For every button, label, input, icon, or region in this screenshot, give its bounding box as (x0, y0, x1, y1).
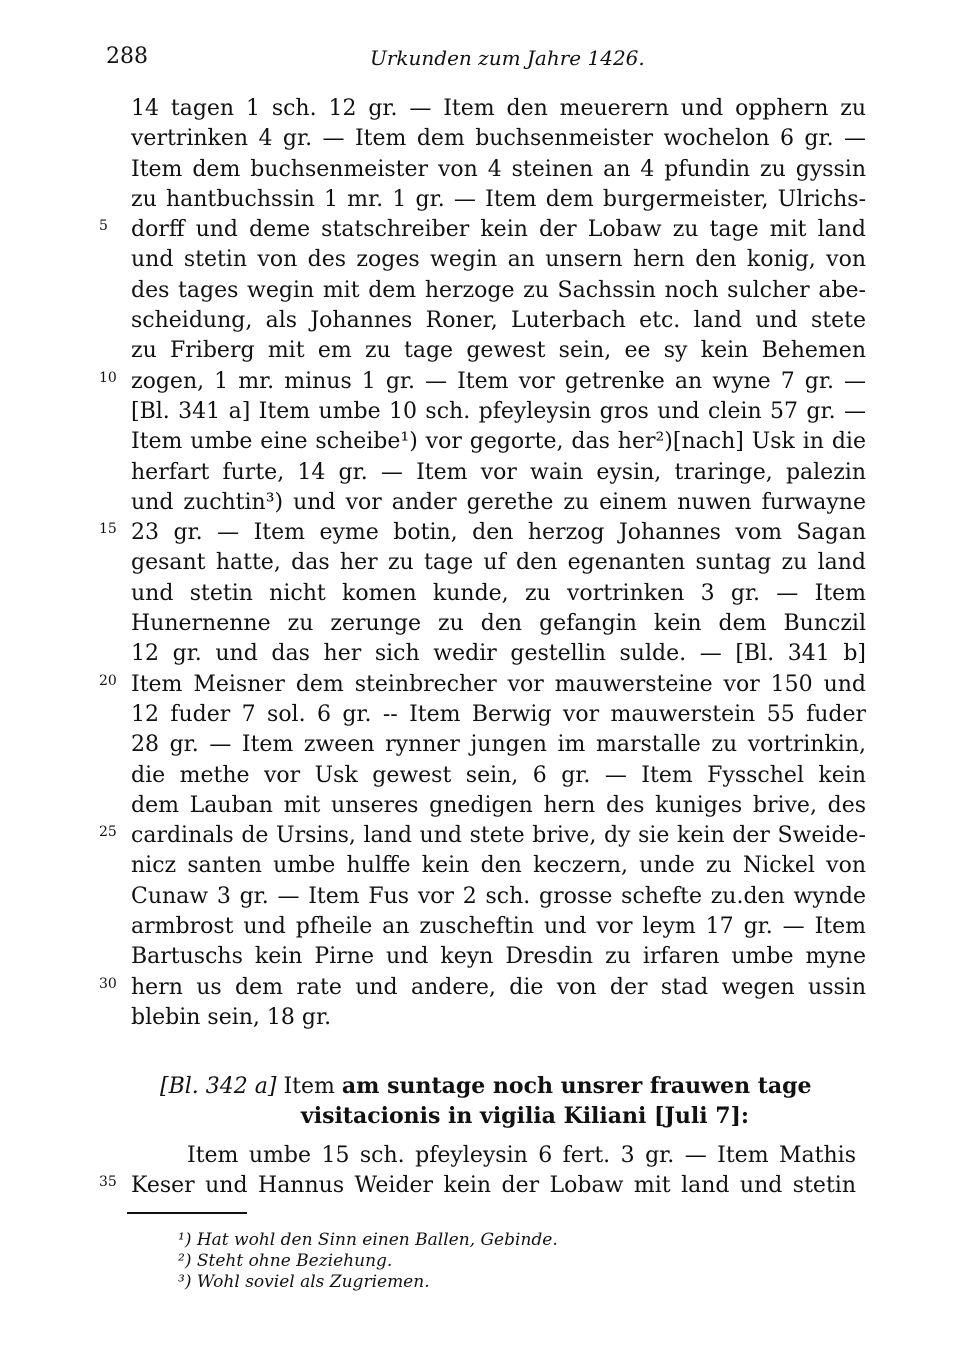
line-text: Item umbe eine scheibe¹) vor gegorte, das her²)[nach] Usk in die (131, 429, 866, 455)
text-line (131, 1003, 866, 1033)
text-line (99, 670, 866, 700)
line-text: gesant hatte, das her zu tage uf den egenanten suntag zu land (131, 550, 866, 576)
text-line (131, 427, 866, 457)
text-line (131, 791, 866, 821)
line-text: Hunernenne zu zerunge zu den gefangin kein dem Bunczil (131, 611, 866, 637)
line-text: die methe vor Usk gewest sein, 6 gr. — Item Fysschel kein (131, 762, 866, 788)
footnote: ²) Steht ohne Beziehung. (178, 1251, 393, 1271)
page-number: 288 (106, 44, 148, 69)
text-line (131, 488, 866, 518)
footnote: ³) Wohl soviel als Zugriemen. (178, 1272, 430, 1292)
text-line (99, 215, 866, 245)
line-text: herfart furte, 14 gr. — Item vor wain eysin, traringe, palezin (131, 459, 866, 485)
line-number: 15 (99, 521, 117, 538)
folio-reference: [Bl. 342 a] (160, 1074, 277, 1099)
text-line (131, 639, 866, 669)
text-line (131, 245, 866, 275)
text-line (131, 306, 866, 336)
line-number: 5 (99, 218, 108, 235)
text-line (131, 185, 866, 215)
main-text (99, 94, 866, 1033)
line-text: 28 gr. — Item zween rynner jungen im marstalle zu vortrinkin, (131, 732, 866, 758)
line-text: armbrost und pfheile an zuscheftin und vor leym 17 gr. — Item (131, 914, 866, 940)
running-title: Urkunden zum Jahre 1426. (370, 46, 645, 70)
line-text: 14 tagen 1 sch. 12 gr. — Item den meuerern und opphern zu (131, 96, 866, 121)
text-line (131, 609, 866, 639)
line-number: 25 (99, 824, 117, 841)
text-line (131, 276, 866, 306)
line-number: 35 (99, 1174, 117, 1191)
line-text: vertrinken 4 gr. — Item dem buchsenmeister wochelon 6 gr. — (131, 126, 866, 152)
footnote: ¹) Hat wohl den Sinn einen Ballen, Gebinde. (178, 1230, 558, 1250)
text-line (131, 882, 866, 912)
text-line (131, 942, 866, 972)
line-text: und stetin von des zoges wegin an unsern hern den konig, von (131, 247, 866, 273)
text-line (131, 1141, 856, 1171)
line-text: blebin sein, 18 gr. (131, 1004, 332, 1030)
text-line (99, 821, 866, 851)
line-text: nicz santen umbe hulffe kein den keczern, unde zu Nickel von (131, 853, 866, 879)
text-line (131, 700, 866, 730)
line-text: Item Meisner dem steinbrecher vor mauwersteine vor 150 und (131, 671, 866, 697)
text-line (99, 1171, 856, 1201)
text-line (131, 579, 866, 609)
text-line (131, 912, 866, 942)
section-heading (160, 1071, 860, 1131)
line-text: 12 fuder 7 sol. 6 gr. -- Item Berwig vor mauwerstein 55 fuder (131, 701, 866, 727)
text-line (99, 518, 866, 548)
line-text: dem Lauban mit unseres gnedigen hern des kuniges brive, des (131, 792, 866, 818)
line-number: 20 (99, 672, 117, 689)
heading-line-2 (160, 1101, 860, 1131)
line-text: dorff und deme statschreiber kein der Lobaw zu tage mit land (131, 217, 866, 243)
text-line (131, 548, 866, 578)
text-line (99, 973, 866, 1003)
line-text: Keser und Hannus Weider kein der Lobaw mit land und stetin (131, 1173, 856, 1199)
text-line (131, 397, 866, 427)
line-text: 12 gr. und das her sich wedir gestellin sulde. — [Bl. 341 b] (131, 641, 866, 667)
line-text: zogen, 1 mr. minus 1 gr. — Item vor getrenke an wyne 7 gr. — (131, 368, 866, 394)
footnotes (178, 1230, 558, 1293)
text-line (131, 336, 866, 366)
line-text: zu hantbuchssin 1 mr. 1 gr. — Item dem burgermeister, Ulrichs- (131, 186, 866, 212)
text-line (131, 851, 866, 881)
line-text: Item umbe 15 sch. pfeyleysin 6 fert. 3 gr. — Item Mathis (187, 1143, 856, 1168)
text-line (131, 155, 866, 185)
line-number: 10 (99, 369, 117, 386)
line-text: scheidung, als Johannes Roner, Luterbach etc. land und stete (131, 308, 866, 334)
line-text: 23 gr. — Item eyme botin, den herzog Johannes vom Sagan (131, 520, 866, 546)
heading-bold-1: am suntage noch unsrer frauwen tage (341, 1073, 812, 1099)
text-line (131, 761, 866, 791)
text-line (131, 458, 866, 488)
heading-line-1 (160, 1071, 860, 1101)
text-line (99, 367, 866, 397)
line-text: Item dem buchsenmeister von 4 steinen an 4 pfundin zu gyssin (131, 156, 866, 182)
text-line (131, 730, 866, 760)
line-text: und stetin nicht komen kunde, zu vortrinken 3 gr. — Item (131, 580, 866, 606)
text-line (131, 124, 866, 154)
line-text: des tages wegin mit dem herzoge zu Sachssin noch sulcher abe- (131, 277, 866, 303)
line-text: cardinals de Ursins, land und stete brive, dy sie kein der Sweide- (131, 823, 866, 849)
line-text: hern us dem rate und andere, die von der stad wegen ussin (131, 974, 866, 1000)
line-text: und zuchtin³) und vor ander gerethe zu einem nuwen furwayne (131, 489, 866, 515)
footnote-rule (127, 1212, 247, 1214)
line-text: zu Friberg mit em zu tage gewest sein, ee sy kein Behemen (131, 338, 866, 364)
paragraph-2 (99, 1141, 856, 1202)
page-header (0, 44, 960, 74)
line-text: [Bl. 341 a] Item umbe 10 sch. pfeyleysin gros und clein 57 gr. — (131, 398, 866, 424)
heading-item: Item (283, 1074, 335, 1099)
line-number: 30 (99, 975, 117, 992)
heading-bold-2: visitacionis in vigilia Kiliani [Juli 7]: (300, 1103, 750, 1129)
line-text: Bartuschs kein Pirne und keyn Dresdin zu irfaren umbe myne (131, 944, 866, 970)
text-line (131, 94, 866, 124)
line-text: Cunaw 3 gr. — Item Fus vor 2 sch. grosse schefte zu.den wynde (131, 883, 866, 909)
